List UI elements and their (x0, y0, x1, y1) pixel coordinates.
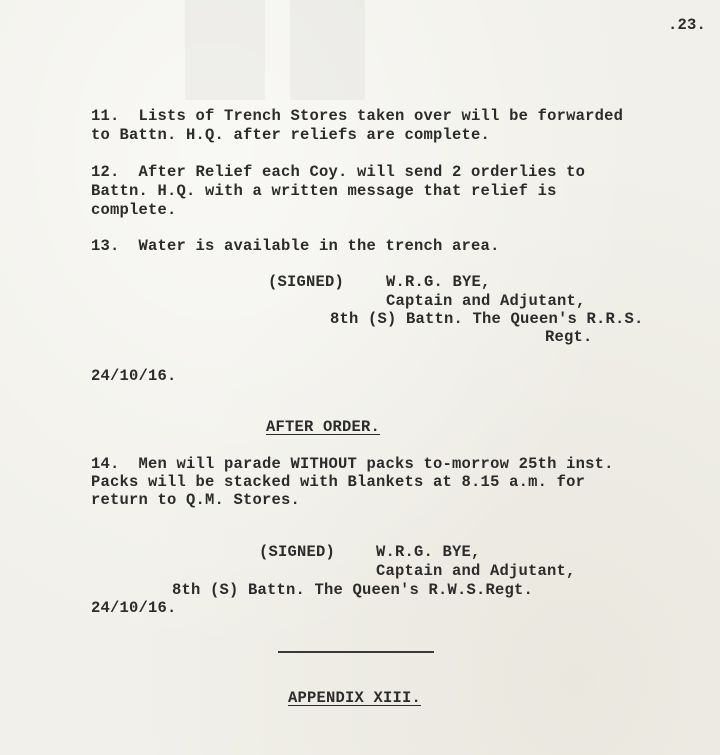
signatory-unit-1: 8th (S) Battn. The Queen's R.R.S. (330, 310, 644, 328)
signatory-rank-2: Captain and Adjutant, (376, 562, 576, 580)
signatory-unit-cont-1: Regt. (545, 328, 593, 346)
item-11-line-2: to Battn. H.Q. after reliefs are complete. (91, 126, 491, 144)
item-14-line-1: 14. Men will parade WITHOUT packs to-morrow 25th inst. (91, 455, 614, 473)
after-order-heading: AFTER ORDER. (266, 418, 381, 436)
item-12-line-1: 12. After Relief each Coy. will send 2 orderlies to (91, 163, 586, 181)
item-12-line-3: complete. (91, 201, 177, 219)
divider-rule (278, 651, 434, 653)
appendix-heading: APPENDIX XIII. (288, 689, 422, 707)
signatory-name-2: W.R.G. BYE, (376, 543, 481, 561)
item-11-line-1: 11. Lists of Trench Stores taken over will be forwarded (91, 107, 624, 125)
signatory-rank-1: Captain and Adjutant, (386, 292, 586, 310)
signatory-unit-2: 8th (S) Battn. The Queen's R.W.S.Regt. (172, 581, 534, 599)
item-14-line-3: return to Q.M. Stores. (91, 491, 301, 509)
page-number: .23. (668, 16, 707, 34)
signatory-name-1: W.R.G. BYE, (386, 273, 491, 291)
signed-label-1: (SIGNED) (268, 273, 345, 291)
item-14-line-2: Packs will be stacked with Blankets at 8.15 a.m. for (91, 473, 586, 491)
item-12-line-2: Battn. H.Q. with a written message that relief is (91, 182, 557, 200)
item-13-line-1: 13. Water is available in the trench area. (91, 237, 500, 255)
signed-label-2: (SIGNED) (259, 543, 336, 561)
paper-shadow (290, 0, 365, 100)
date-1: 24/10/16. (91, 367, 177, 385)
date-2: 24/10/16. (91, 599, 177, 617)
paper-shadow (185, 0, 265, 100)
